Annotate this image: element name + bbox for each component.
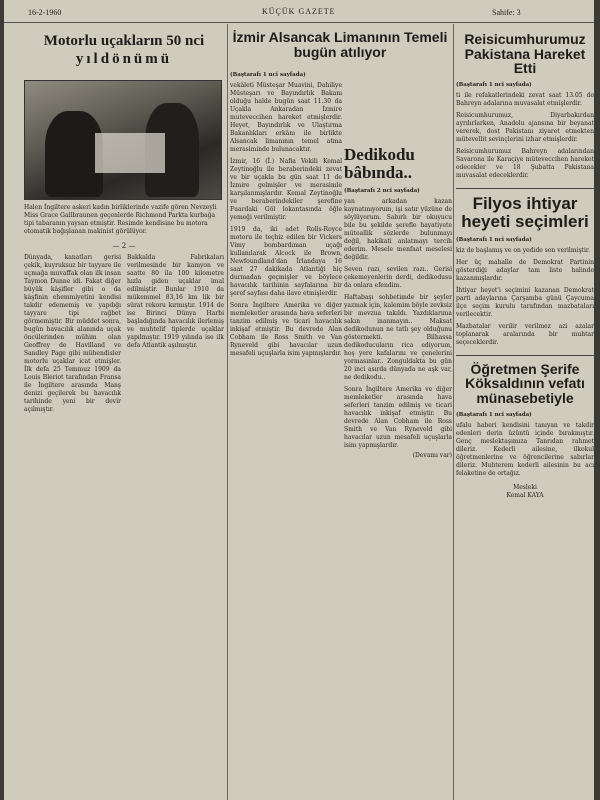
article-body: Mazbatalar verilir verilmez azi azalar toplanarak aralarında bir muhtar seçeceklerdir. bbox=[456, 322, 594, 346]
article-motor bbox=[24, 24, 224, 800]
article-body: kiz de başlamış ve on yedide son verilmiştir. bbox=[456, 246, 590, 254]
article-body: Sonra İngiltere Amerika ve diğer memleketler arasında hava seferleri tanzim edilmiş ve ticari havacılık inkişaf etmiştir. Bu devrede Alan Cobham ile Ross Smith ve Van Ryneveld gibi havacılar uzun mesafeli uçuşlarla isim yapmışlardır. bbox=[230, 302, 342, 357]
article-separator bbox=[456, 355, 594, 356]
article-body: 1919 da, iki adet Rolls-Royce motoru ile teçhiz edilen bir Vickers Vimy bombardıman uçağı kullanılarak Alcock ile Brown, Newfoundland'dan İrlandaya 16 saat 27 dakikada Atlantiği hiç durmadan geçmişler ve böylece havacılık tarihinin sayfalarına bir şeref sayfası daha ilave etmişlerdir. bbox=[230, 226, 342, 297]
article-body: Her üç mahalle de Demokrat Partinin gösterdiği adaylar tam liste halinde kazanmışlardır. bbox=[456, 258, 594, 282]
article-body: İzmir, 16 (İ.) Nafia Vekili Kemal Zeytinoğlu ile beraberindeki zevat ve bir uçakla bu gün saat 11 de İzmire gelmişler ve merasimle karşılanmışlardır. Kemal Zeytinoğlu ve beraberindekiler şerefine Fuardaki Göl lokantasında öğle yemeği verilmiştir. bbox=[230, 158, 342, 221]
article-body: vekâleti Müsteşar Muavini, Dahiliye Müsteşarı ve Bayındırlık Bakanı olduğu halde bugün saat 11.30 da Uçakla Ankaradan İzmire muteveccihen hareket etmişlerdir. Heyet, Bayındırlık ve Ulaştırma Bakanlıkları erkânı ile birlikte Alsancak limanının temel atma merasiminde bulunacaktır. bbox=[230, 82, 342, 153]
headline-line1: Motorlu uçakların 50 nci bbox=[43, 33, 205, 49]
headline-dedikodu: Dedikodu bâbında.. bbox=[344, 145, 415, 182]
headline-filyos: Filyos ihtiyar heyeti seçimleri bbox=[461, 194, 589, 231]
article-dedikodu bbox=[344, 66, 452, 800]
photo-caption: Halen İngiltere askeri kadın birliklerinde vazife gören Nevzeyli Miss Grace Gallbraunen geçenlerde Richmond Parkta kurbağa tipi tabaranın yaysan etmiştir. Resimde kendisine bu motora otomatik bağışlanan makinist görülüyor. bbox=[24, 203, 217, 235]
article-body: Seven razı, sevilen razı.. Gerisi çekemeyenlerin derdi, dedikodusu da onlara efendim. bbox=[344, 265, 452, 289]
continued-ref: (Baştarafı 1 nci sayfada) bbox=[456, 411, 532, 418]
continued-ref: (Baştarafı 1 nci sayfada) bbox=[230, 72, 306, 78]
column-divider bbox=[453, 24, 454, 800]
continued-ref: (Baştarafı 2 nci sayfada) bbox=[344, 187, 420, 194]
article-body: Bakkalda Fabrikaları verilmesinde bir kamyon ve saatte 80 ila 100 kilometre hızla giden uçaklar imal edilmiştir. Bunlar 1910 da mükemmel 83,16 km lik bir sürat rekoru kırmıştır. 1914 de ise Birinci Dünya Harbi başladığında havacılık ilerlemiş ve muhtelif tiplerde uçaklar yapılmıştır. 1919 yılında ise ilk defa Atlantik aşılmıştır. bbox=[127, 253, 224, 349]
headline-reisicumhur: Reisicumhurumuz Pakistana Hareket Etti bbox=[464, 31, 586, 77]
signature-title: Mesleki bbox=[513, 483, 537, 491]
continued-ref: (Baştarafı 1 nci sayfada) bbox=[456, 82, 532, 89]
article-body: ti ile refakatlerindeki zevat saat 13.05 de Bahreyn adalarına muvasalat etmişlerdir. bbox=[456, 92, 594, 108]
article-separator bbox=[456, 188, 594, 189]
column-right bbox=[456, 24, 594, 800]
issue-date: 16-2-1960 bbox=[28, 8, 62, 17]
section-number: — 2 — bbox=[112, 241, 136, 250]
continued-ref: (Baştarafı 1 nci sayfada) bbox=[456, 236, 532, 243]
article-body: Reisicumhurumuz Bahreyn adalarından Savarona ile Karaçiye müteveccihen hareket edecekler ve 18 Şubatta Pakistana muvasalat edeceklerdir. bbox=[456, 148, 594, 180]
news-photo bbox=[24, 80, 222, 200]
column-divider bbox=[227, 24, 228, 800]
newspaper-page bbox=[4, 0, 594, 800]
article-body: Haftabaşı sohbetimde bir şeyler yazmak için, kalemim böyle zevksiz bir mevzua takıldı. Yazdıklarıma sakın inanmayın.. Maksat dedikodunun ne tatlı şey olduğunu göstermekti. Bilhassa dedikoducuların rica ediyorum, hoş yere kafalarını ve çenelerini yormasınlar.. Zonguldakta bu gün 20 inci asırda dünyada ne aşk var, ne dedikodu.. bbox=[344, 293, 452, 381]
continued-note: (Devamı var) bbox=[412, 451, 452, 459]
page-number: Sahife: 3 bbox=[492, 8, 521, 17]
article-body: ufalu haberi kendisini tanıyan ve takdir edenleri derin üzüntü içinde bırakmıştır. Genç meslektaşımıza Tanrıdan rahmet dileriz. Kederli ailesine, ilkokul öğretmenlerine ve öğrencilerine sabırlar dileriz. Muhterem kederli ailesinin bu acı felaketine de ortağız. bbox=[456, 421, 594, 477]
article-body: Dünyada, kanatları gerisi çekik, kuyruksuz bir tayyare ile uçmağa muvaffak olan ilk insan Taymon Dunne idi. Fakat diğer büyük kâşifler gibi o da kâşfinin ehemmiyetini kendisi takdir edememiş ve yapdığı tayyare tipi rağbet görmemiştir. Bir müddet sonra, bugün havacılık alanında uçak öncülerinden mühim olan Geoffrey de Havilland ve Sandley Page gibi mühendisler motorlu uçaklar icat etmişler. İlk defa 25 Temmuz 1909 da Louis Bleriot tarafından Fransa ile İngiltere arasında Manş denizi geçilerek bu havacılık tarihinde yeni bir devir açılmıştır. bbox=[24, 253, 121, 413]
article-izmir bbox=[230, 66, 342, 800]
newspaper-name: KÜÇÜK GAZETE bbox=[262, 7, 336, 16]
headline-motor bbox=[24, 34, 224, 68]
masthead bbox=[4, 0, 594, 23]
article-body: Reisicumhurumuz, Diyarbakırdan ayrılırlarken, Anadolu ajansına bir beyanat vererek, dost Pakistanı ziyaret etmekten mütevellit sevinçlerini izhar etmişlerdir. bbox=[456, 112, 594, 144]
article-body: Sonra İngiltere Amerika ve diğer memleketler arasında hava seferleri tanzim edilmiş ve ticari havacılık inkişaf etmiştir. Bu devrede Alan Cobham ile Ross Smith ve Van Ryneveld gibi havacılar uzun mesafeli uçuşlarla isim yapmışlardır. bbox=[344, 385, 452, 449]
signature bbox=[456, 484, 594, 500]
article-body: yan arkadan kazan kaynatmıyorum, işi satır yüzüne de söylüyorum. Sabırlı bir okuyucu bile bu şekilde şerefle hayatiyete müteallik sözlerde bulunmayı değil, hakikati anlatmayı tercih ederim. Mesele menfaat meselesi değildir. bbox=[344, 197, 452, 261]
headline-ogretmen: Öğretmen Şerife Köksaldının vefatı münasebetiyle bbox=[465, 360, 585, 407]
signature-name: Kemal KAYA bbox=[506, 491, 544, 499]
headline-line2: yıldönümü bbox=[75, 50, 173, 67]
headline-izmir: İzmir Alsancak Limanının Temeli bugün atılıyor bbox=[232, 29, 448, 60]
article-body: İhtiyar heyet'i seçimini kazanan Demokrat parti adaylarına Çarşamba günü Çaycuma ilçe seçim kurulu tarafından mazbataları verilecektir. bbox=[456, 286, 594, 318]
